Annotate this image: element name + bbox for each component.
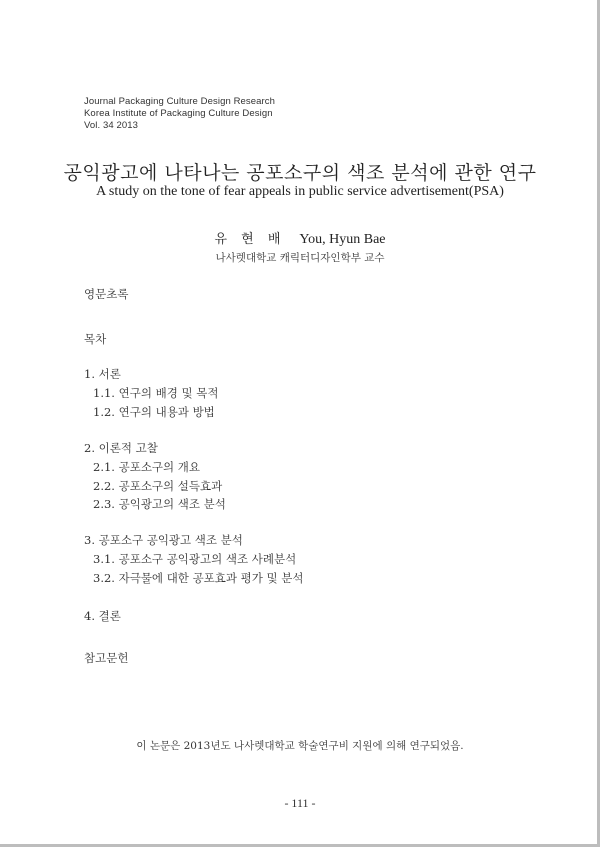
toc-references: 참고문헌 [84,651,129,665]
toc-section-3-2: 3.2. 자극물에 대한 공포효과 평가 및 분석 [93,571,304,585]
toc-contents-heading: 목차 [84,332,107,346]
toc-section-1-1: 1.1. 연구의 배경 및 목적 [93,386,219,400]
toc-section-4: 4. 결론 [84,609,121,623]
author-affiliation: 나사렛대학교 캐릭터디자인학부 교수 [215,252,385,264]
toc-section-2-3: 2.3. 공익광고의 색조 분석 [93,497,226,511]
paper-title-english: A study on the tone of fear appeals in public service advertisement(PSA) [96,184,504,199]
author-line [0,228,600,248]
volume-year: Vol. 34 2013 [84,120,139,131]
toc-section-3: 3. 공포소구 공익광고 색조 분석 [84,533,243,547]
toc-abstract: 영문초록 [84,287,129,301]
toc-section-1: 1. 서론 [84,367,121,381]
institute-name: Korea Institute of Packaging Culture Design [84,108,273,119]
author-name-english: You, Hyun Bae [299,232,386,247]
toc-section-2-2: 2.2. 공포소구의 설득효과 [93,479,223,493]
paper-title-korean: 공익광고에 나타나는 공포소구의 색조 분석에 관한 연구 [63,162,537,184]
page-number: - 111 - [284,796,316,810]
toc-section-2-1: 2.1. 공포소구의 개요 [93,460,201,474]
toc-section-3-1: 3.1. 공포소구 공익광고의 색조 사례분석 [93,552,297,566]
journal-name: Journal Packaging Culture Design Research [84,96,276,107]
journal-header [84,96,275,132]
toc-section-1-2: 1.2. 연구의 내용과 방법 [93,405,215,419]
author-name-korean: 유 현 배 [214,232,286,247]
toc-section-2: 2. 이론적 고찰 [84,441,158,455]
funding-footnote: 이 논문은 2013년도 나사렛대학교 학술연구비 지원에 의해 연구되었음. [136,740,464,752]
